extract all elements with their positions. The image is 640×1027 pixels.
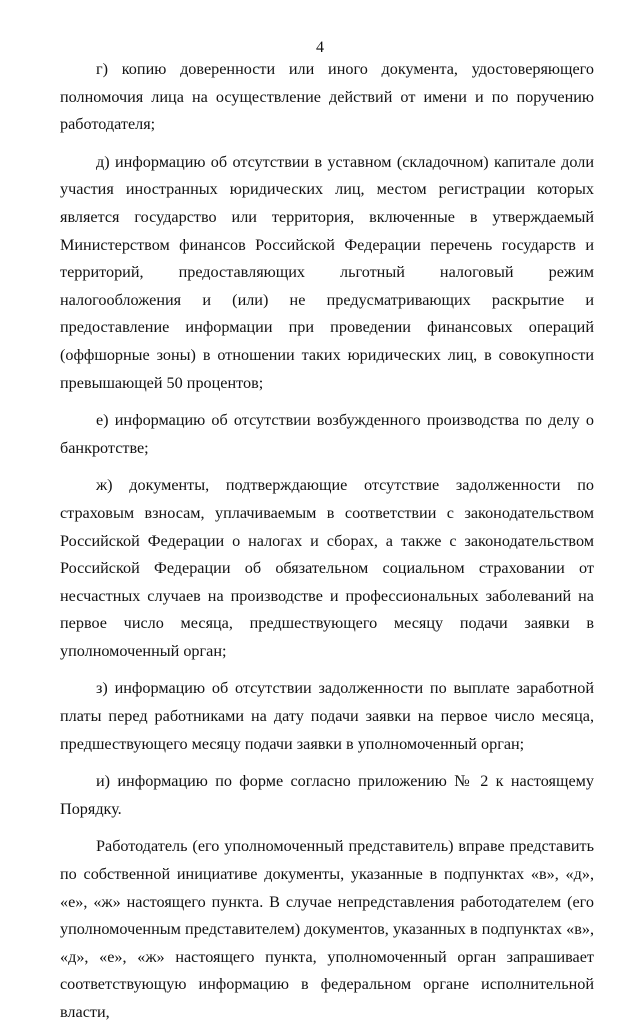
document-body [60,56,594,1027]
page-number: 4 [316,39,324,56]
paragraph-employer-rights: Работодатель (его уполномоченный представитель) вправе представить по собственной инициативе документы, указанные в подпунктах «в», «д», «е», «ж» настоящего пункта. В случае непредставления работодателем (его уполномоченным представителем) документов, указанных в подпунктах «в», «д», «е», «ж» настоящего пункта, уполномоченный орган запрашивает соответствующую информацию в федеральном органе исполнительной власти, [60,837,594,1021]
paragraph-item-i: и) информацию по форме согласно приложению № 2 к настоящему Порядку. [60,772,594,818]
paragraph-item-z: з) информацию об отсутствии задолженности по выплате заработной платы перед работниками на дату подачи заявки на первое число месяца, предшествующего месяцу подачи заявки в уполномоченный орган; [60,679,594,753]
paragraph-item-e: е) информацию об отсутствии возбужденного производства по делу о банкротстве; [60,411,594,457]
paragraph-item-zh: ж) документы, подтверждающие отсутствие задолженности по страховым взносам, уплачиваемым в соответствии с законодательством Российской Федерации о налогах и сборах, а также с законодательством Российской Федерации об обязательном социальном страховании от несчастных случаев на производстве и профессиональных заболеваний на первое число месяца, предшествующего месяцу подачи заявки в уполномоченный орган; [60,476,594,660]
paragraph-item-g: г) копию доверенности или иного документа, удостоверяющего полномочия лица на осуществление действий от имени и по поручению работодателя; [60,60,594,134]
paragraph-item-d: д) информацию об отсутствии в уставном (складочном) капитале доли участия иностранных юридических лиц, местом регистрации которых является государство или территория, включенные в утверждаемый Министерством финансов Российской Федерации перечень государств и территорий, предоставляющих льготный налоговый режим налогообложения и (или) не предусматривающих раскрытие и предоставление информации при проведении финансовых операций (оффшорные зоны) в отношении таких юридических лиц, в совокупности превышающей 50 процентов; [60,152,594,392]
